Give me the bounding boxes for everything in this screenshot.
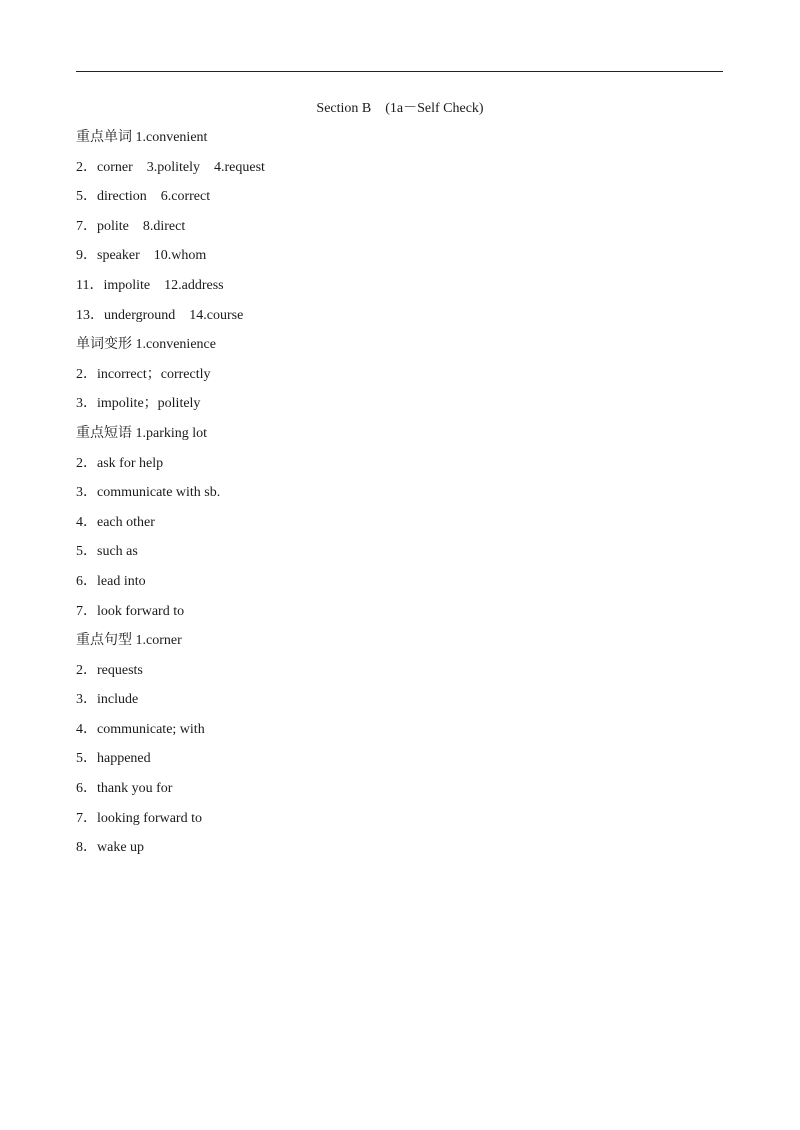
answer-line: 5．direction 6.correct: [76, 189, 211, 205]
answer-line: 6．thank you for: [76, 781, 173, 797]
answer-line: 2．requests: [76, 662, 143, 678]
answer-line: 7．looking forward to: [76, 810, 202, 826]
answer-line: 重点短语 1.parking lot: [76, 425, 208, 441]
answer-line: 7．polite 8.direct: [76, 218, 186, 234]
header-rule: [76, 71, 723, 72]
answer-line: 5．such as: [76, 544, 138, 560]
answer-list: [76, 129, 716, 869]
answer-line: 3．include: [76, 692, 139, 708]
answer-line: 11．impolite 12.address: [76, 277, 224, 293]
answer-line: 重点单词 1.convenient: [76, 130, 208, 145]
answer-line: 7．look forward to: [76, 603, 185, 619]
answer-line: 单词变形 1.convenience: [76, 337, 216, 353]
answer-line: 2．incorrect；correctly: [76, 366, 211, 382]
answer-line: 9．speaker 10.whom: [76, 248, 207, 264]
answer-line: 2．corner 3.politely 4.request: [76, 159, 265, 175]
answer-line: 2．ask for help: [76, 455, 164, 471]
answer-line: 4．each other: [76, 514, 155, 530]
answer-line: 13．underground 14.course: [76, 307, 244, 323]
page-title: Section B (1a－Self Check): [316, 101, 484, 116]
answer-line: 3．communicate with sb.: [76, 485, 221, 501]
answer-line: 3．impolite；politely: [76, 396, 201, 412]
answer-line: 重点句型 1.corner: [76, 633, 182, 649]
answer-line: 5．happened: [76, 751, 151, 767]
answer-line: 8．wake up: [76, 840, 145, 856]
answer-line: 6．lead into: [76, 573, 146, 589]
answer-line: 4．communicate; with: [76, 721, 205, 737]
